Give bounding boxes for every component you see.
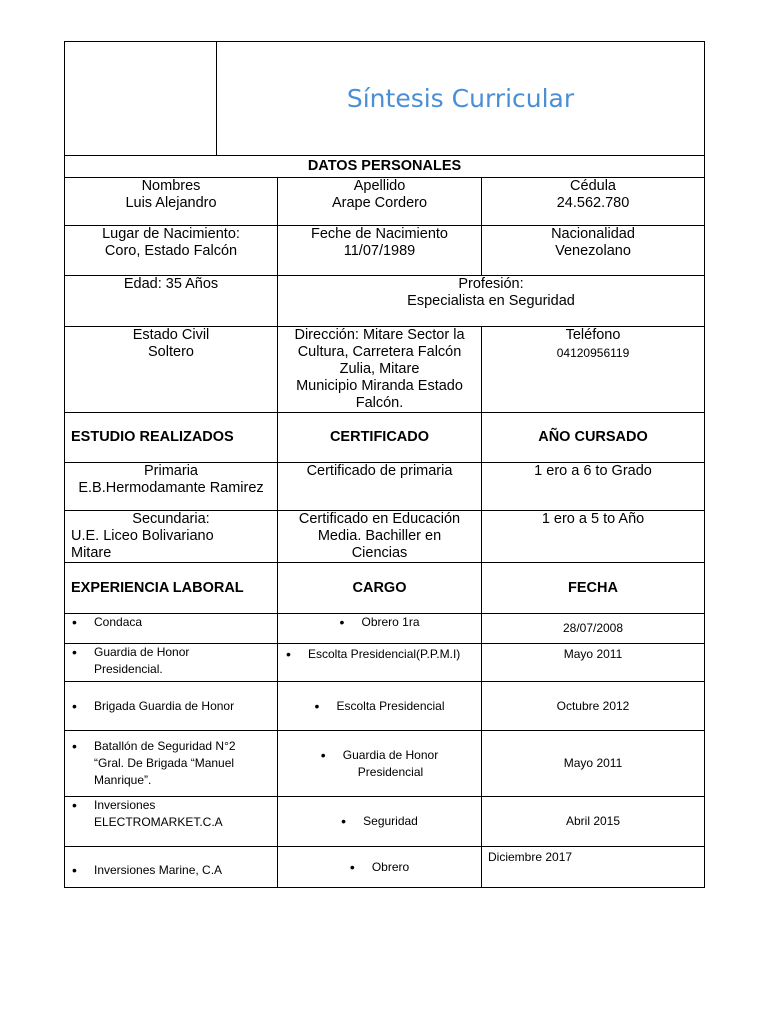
fecha-cell: Octubre 2012: [482, 682, 705, 731]
estudio-nivel: Primaria: [144, 463, 198, 479]
estado-civil-value: Soltero: [148, 344, 194, 360]
fecha-value: 11/07/1989: [343, 243, 416, 259]
curriculum-document: [64, 41, 704, 888]
cargo-header: CARGO: [278, 563, 482, 614]
estudio-anio: 1 ero a 5 to Año: [482, 511, 705, 563]
anio-cursado-header: AÑO CURSADO: [482, 413, 705, 463]
cargo: • Seguridad: [341, 813, 418, 830]
cedula-label: Cédula: [570, 178, 616, 194]
estado-civil-cell: [65, 327, 278, 413]
cargo: [321, 747, 438, 781]
edad-cell: [65, 276, 278, 327]
cargo-cell: [278, 682, 482, 731]
cargo-line: Guardia de Honor: [342, 747, 439, 762]
nombres-value: Luis Alejandro: [125, 195, 217, 211]
fecha-cell: Diciembre 2017: [482, 847, 705, 888]
lugar-label: Lugar de Nacimiento:: [102, 226, 240, 242]
direccion-line: Cultura, Carretera Falcón: [297, 344, 462, 360]
fecha-cell: 28/07/2008: [482, 614, 705, 644]
cargo: • Obrero: [350, 859, 409, 876]
estudio-institucion: U.E. Liceo Bolivariano: [71, 528, 214, 544]
direccion-line: Falcón.: [355, 395, 404, 411]
empresa: [65, 644, 277, 678]
empresa: [65, 797, 277, 831]
section-datos-personales: DATOS PERSONALES: [65, 156, 705, 178]
cargo-cell: [278, 644, 482, 682]
estudio-row-secundaria: [65, 511, 278, 563]
nacionalidad-value: Venezolano: [555, 243, 631, 259]
telefono-value: 04120956119: [556, 346, 630, 360]
empresa-line: • Inversiones: [94, 798, 156, 812]
empresa-line: • Guardia de Honor: [94, 645, 190, 659]
estudio-anio: 1 ero a 6 to Grado: [482, 463, 705, 511]
cargo-cell: [278, 847, 482, 888]
lugar-nacimiento-cell: [65, 226, 278, 276]
nombres-cell: [65, 178, 278, 226]
experiencia-row: [65, 644, 278, 682]
certificado-line: Certificado en Educación: [298, 511, 461, 527]
fecha-nacimiento-cell: [278, 226, 482, 276]
cargo-cell: [278, 731, 482, 797]
estudio-nivel: Secundaria:: [132, 511, 210, 527]
nacionalidad-label: Nacionalidad: [551, 226, 635, 242]
estudios-header: ESTUDIO REALIZADOS: [65, 413, 278, 463]
cargo: • Escolta Presidencial: [314, 698, 444, 715]
fecha-cell: Mayo 2011: [482, 644, 705, 682]
experiencia-row: [65, 614, 278, 644]
cargo-cell: [278, 614, 482, 644]
logo-cell: [65, 42, 217, 156]
estudio-row-primaria: [65, 463, 278, 511]
cargo-line: Presidencial: [357, 764, 424, 779]
profesion-cell: [278, 276, 705, 327]
cedula-cell: [482, 178, 705, 226]
experiencia-row: [65, 731, 278, 797]
telefono-cell: [482, 327, 705, 413]
certificado-header: CERTIFICADO: [278, 413, 482, 463]
experiencia-row: [65, 847, 278, 888]
empresa-line: “Gral. De Brigada “Manuel: [94, 756, 235, 770]
estudio-institucion: Mitare: [71, 545, 112, 561]
apellido-value: Arape Cordero: [331, 195, 428, 211]
fecha-label: Feche de Nacimiento: [310, 226, 448, 242]
fecha-cell: Abril 2015: [482, 797, 705, 847]
empresa: • Condaca: [65, 614, 277, 631]
curriculum-table: [64, 41, 705, 888]
cargo: • Escolta Presidencial(P.P.M.I): [286, 646, 460, 663]
empresa-line: Presidencial.: [94, 662, 163, 676]
experiencia-row: [65, 797, 278, 847]
fecha-cell: Mayo 2011: [482, 731, 705, 797]
direccion-line: Zulia, Mitare: [339, 361, 420, 377]
fecha-header: FECHA: [482, 563, 705, 614]
profesion-label: Profesión:: [458, 276, 524, 292]
telefono-label: Teléfono: [565, 327, 621, 343]
estudio-institucion: E.B.Hermodamante Ramirez: [78, 480, 264, 496]
cargo: • Obrero 1ra: [339, 614, 419, 631]
empresa: • Brigada Guardia de Honor: [65, 698, 277, 715]
direccion-line: Dirección: Mitare Sector la: [294, 327, 465, 343]
empresa: [65, 738, 277, 789]
estudio-certificado: Certificado de primaria: [278, 463, 482, 511]
estudio-certificado: [278, 511, 482, 563]
cedula-value: 24.562.780: [556, 195, 630, 211]
apellido-cell: [278, 178, 482, 226]
nombres-label: Nombres: [141, 178, 201, 194]
experiencia-row: [65, 682, 278, 731]
direccion-cell: [278, 327, 482, 413]
empresa: • Inversiones Marine, C.A: [65, 862, 277, 879]
empresa-line: • Batallón de Seguridad N°2: [94, 739, 236, 753]
profesion-value: Especialista en Seguridad: [407, 293, 575, 309]
apellido-label: Apellido: [353, 178, 406, 194]
empresa-line: Manrique”.: [94, 773, 152, 787]
direccion-line: Municipio Miranda Estado: [296, 378, 463, 394]
estado-civil-label: Estado Civil: [132, 327, 210, 343]
cargo-cell: [278, 797, 482, 847]
certificado-line: Media. Bachiller en: [317, 528, 442, 544]
edad-value: Edad: 35 Años: [123, 276, 219, 292]
empresa-line: ELECTROMARKET.C.A: [94, 815, 223, 829]
page-title: Síntesis Curricular: [217, 42, 705, 156]
nacionalidad-cell: [482, 226, 705, 276]
experiencia-header: EXPERIENCIA LABORAL: [65, 563, 278, 614]
lugar-value: Coro, Estado Falcón: [104, 243, 238, 259]
certificado-line: Ciencias: [351, 545, 408, 561]
